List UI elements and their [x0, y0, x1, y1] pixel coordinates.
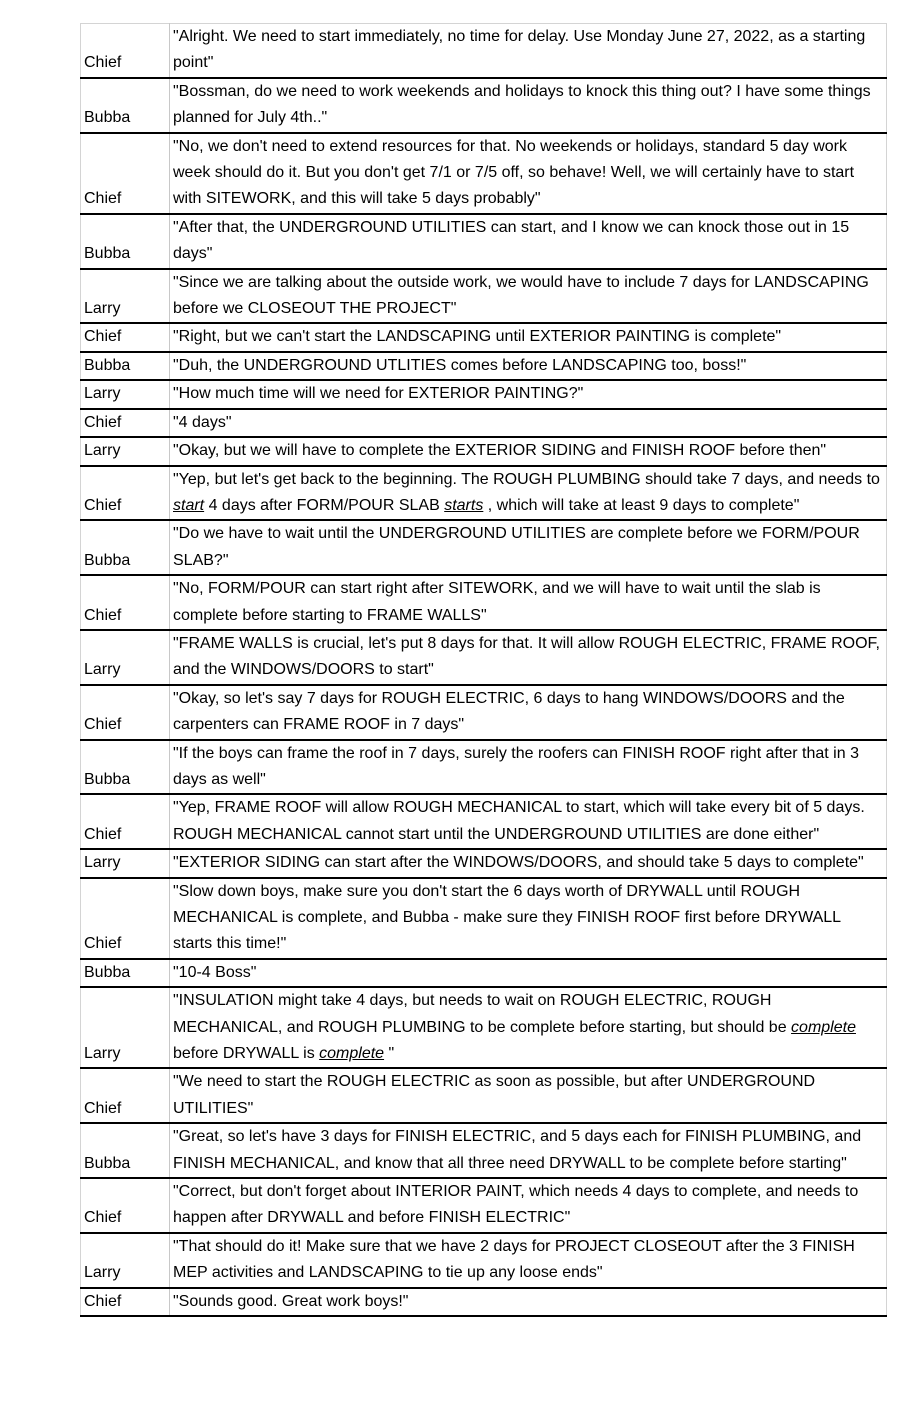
dialogue-row — [81, 849, 887, 877]
speaker-cell[interactable]: Chief — [81, 466, 170, 521]
speaker-cell[interactable]: Bubba — [81, 740, 170, 795]
dialogue-row — [81, 959, 887, 987]
speaker-cell[interactable]: Chief — [81, 878, 170, 959]
dialogue-row — [81, 214, 887, 269]
dialogue-line-cell[interactable]: "Right, but we can't start the LANDSCAPING until EXTERIOR PAINTING is complete" — [170, 323, 887, 351]
dialogue-line-cell[interactable]: "EXTERIOR SIDING can start after the WINDOWS/DOORS, and should take 5 days to complete" — [170, 849, 887, 877]
speaker-cell[interactable]: Chief — [81, 685, 170, 740]
emphasized-text: starts — [444, 496, 484, 514]
dialogue-row — [81, 323, 887, 351]
speaker-cell[interactable]: Bubba — [81, 1123, 170, 1178]
line-text: before DRYWALL is — [173, 1045, 320, 1063]
dialogue-line-cell[interactable]: "10-4 Boss" — [170, 959, 887, 987]
speaker-cell[interactable]: Bubba — [81, 352, 170, 380]
dialogue-line-cell[interactable]: "Okay, but we will have to complete the EXTERIOR SIDING and FINISH ROOF before then" — [170, 437, 887, 465]
dialogue-row — [81, 794, 887, 849]
dialogue-line-cell[interactable]: "No, FORM/POUR can start right after SITEWORK, and we will have to wait until the slab is complete before starting to FRAME WALLS" — [170, 575, 887, 630]
speaker-cell[interactable]: Chief — [81, 409, 170, 437]
dialogue-row — [81, 352, 887, 380]
speaker-cell[interactable]: Chief — [81, 1178, 170, 1233]
dialogue-row — [81, 269, 887, 324]
dialogue-line-cell[interactable]: "Bossman, do we need to work weekends and holidays to knock this thing out? I have some things planned for July 4th.." — [170, 78, 887, 133]
dialogue-row — [81, 1068, 887, 1123]
dialogue-line-cell[interactable]: "Great, so let's have 3 days for FINISH ELECTRIC, and 5 days each for FINISH PLUMBING, and FINISH MECHANICAL, and know that all three need DRYWALL to be complete before starting" — [170, 1123, 887, 1178]
speaker-cell[interactable]: Bubba — [81, 959, 170, 987]
speaker-cell[interactable]: Larry — [81, 849, 170, 877]
dialogue-line-cell[interactable]: "Since we are talking about the outside work, we would have to include 7 days for LANDSCAPING before we CLOSEOUT THE PROJECT" — [170, 269, 887, 324]
dialogue-rows — [81, 24, 887, 1317]
line-text: "INSULATION might take 4 days, but needs to wait on ROUGH ELECTRIC, ROUGH MECHANICAL, and ROUGH PLUMBING to be complete before starting, but should be — [173, 992, 792, 1036]
speaker-cell[interactable]: Larry — [81, 987, 170, 1068]
dialogue-row — [81, 575, 887, 630]
dialogue-row — [81, 380, 887, 408]
speaker-cell[interactable]: Chief — [81, 794, 170, 849]
dialogue-line-cell[interactable]: "How much time will we need for EXTERIOR PAINTING?" — [170, 380, 887, 408]
speaker-cell[interactable]: Bubba — [81, 214, 170, 269]
speaker-cell[interactable]: Chief — [81, 1068, 170, 1123]
dialogue-row — [81, 740, 887, 795]
dialogue-line-cell[interactable] — [170, 466, 887, 521]
speaker-cell[interactable]: Larry — [81, 630, 170, 685]
line-text: 4 days after FORM/POUR SLAB — [204, 496, 445, 514]
speaker-cell[interactable]: Chief — [81, 1288, 170, 1316]
dialogue-row — [81, 466, 887, 521]
speaker-cell[interactable]: Chief — [81, 133, 170, 214]
dialogue-line-cell[interactable]: "4 days" — [170, 409, 887, 437]
dialogue-row — [81, 1288, 887, 1316]
dialogue-table — [80, 23, 887, 1317]
dialogue-line-cell[interactable]: "Yep, FRAME ROOF will allow ROUGH MECHANICAL to start, which will take every bit of 5 days. ROUGH MECHANICAL cannot start until the UNDERGROUND UTILITIES are done either" — [170, 794, 887, 849]
speaker-cell[interactable]: Larry — [81, 1233, 170, 1288]
dialogue-line-cell[interactable]: "Correct, but don't forget about INTERIOR PAINT, which needs 4 days to complete, and needs to happen after DRYWALL and before FINISH ELECTRIC" — [170, 1178, 887, 1233]
speaker-cell[interactable]: Chief — [81, 323, 170, 351]
speaker-cell[interactable]: Larry — [81, 269, 170, 324]
dialogue-line-cell[interactable]: "After that, the UNDERGROUND UTILITIES can start, and I know we can knock those out in 15 days" — [170, 214, 887, 269]
line-text: "Yep, but let's get back to the beginning. The ROUGH PLUMBING should take 7 days, and needs to — [173, 470, 880, 488]
dialogue-line-cell[interactable] — [170, 987, 887, 1068]
dialogue-row — [81, 685, 887, 740]
dialogue-row — [81, 437, 887, 465]
emphasized-text: complete — [319, 1045, 385, 1063]
dialogue-line-cell[interactable]: "That should do it! Make sure that we have 2 days for PROJECT CLOSEOUT after the 3 FINISH MEP activities and LANDSCAPING to tie up any loose ends" — [170, 1233, 887, 1288]
line-text: , which will take at least 9 days to complete" — [483, 496, 800, 514]
dialogue-line-cell[interactable]: "No, we don't need to extend resources for that. No weekends or holidays, standard 5 day work week should do it. But you don't get 7/1 or 7/5 off, so behave! Well, we will certainly have to start with SITEWORK, and this will take 5 days probably" — [170, 133, 887, 214]
dialogue-row — [81, 78, 887, 133]
speaker-cell[interactable]: Chief — [81, 575, 170, 630]
dialogue-row — [81, 24, 887, 78]
dialogue-row — [81, 1178, 887, 1233]
dialogue-line-cell[interactable]: "Slow down boys, make sure you don't start the 6 days worth of DRYWALL until ROUGH MECHANICAL is complete, and Bubba - make sure they FINISH ROOF first before DRYWALL starts this time!" — [170, 878, 887, 959]
dialogue-line-cell[interactable]: "Okay, so let's say 7 days for ROUGH ELECTRIC, 6 days to hang WINDOWS/DOORS and the carpenters can FRAME ROOF in 7 days" — [170, 685, 887, 740]
dialogue-line-cell[interactable]: "Alright. We need to start immediately, no time for delay. Use Monday June 27, 2022, as a starting point" — [170, 24, 887, 78]
dialogue-line-cell[interactable]: "Sounds good. Great work boys!" — [170, 1288, 887, 1316]
emphasized-text: start — [173, 496, 205, 514]
dialogue-line-cell[interactable]: "FRAME WALLS is crucial, let's put 8 days for that. It will allow ROUGH ELECTRIC, FRAME ROOF, and the WINDOWS/DOORS to start" — [170, 630, 887, 685]
dialogue-row — [81, 630, 887, 685]
dialogue-row — [81, 133, 887, 214]
speaker-cell[interactable]: Bubba — [81, 520, 170, 575]
dialogue-row — [81, 1233, 887, 1288]
dialogue-row — [81, 878, 887, 959]
line-text: " — [384, 1045, 395, 1063]
dialogue-row — [81, 1123, 887, 1178]
speaker-cell[interactable]: Larry — [81, 437, 170, 465]
dialogue-row — [81, 520, 887, 575]
dialogue-line-cell[interactable]: "Duh, the UNDERGROUND UTLITIES comes before LANDSCAPING too, boss!" — [170, 352, 887, 380]
dialogue-line-cell[interactable]: "If the boys can frame the roof in 7 days, surely the roofers can FINISH ROOF right after that in 3 days as well" — [170, 740, 887, 795]
dialogue-row — [81, 409, 887, 437]
dialogue-row — [81, 987, 887, 1068]
speaker-cell[interactable]: Bubba — [81, 78, 170, 133]
speaker-cell[interactable]: Larry — [81, 380, 170, 408]
emphasized-text: complete — [791, 1018, 856, 1036]
dialogue-line-cell[interactable]: "We need to start the ROUGH ELECTRIC as soon as possible, but after UNDERGROUND UTILITIES" — [170, 1068, 887, 1123]
dialogue-line-cell[interactable]: "Do we have to wait until the UNDERGROUND UTILITIES are complete before we FORM/POUR SLAB?" — [170, 520, 887, 575]
speaker-cell[interactable]: Chief — [81, 24, 170, 78]
